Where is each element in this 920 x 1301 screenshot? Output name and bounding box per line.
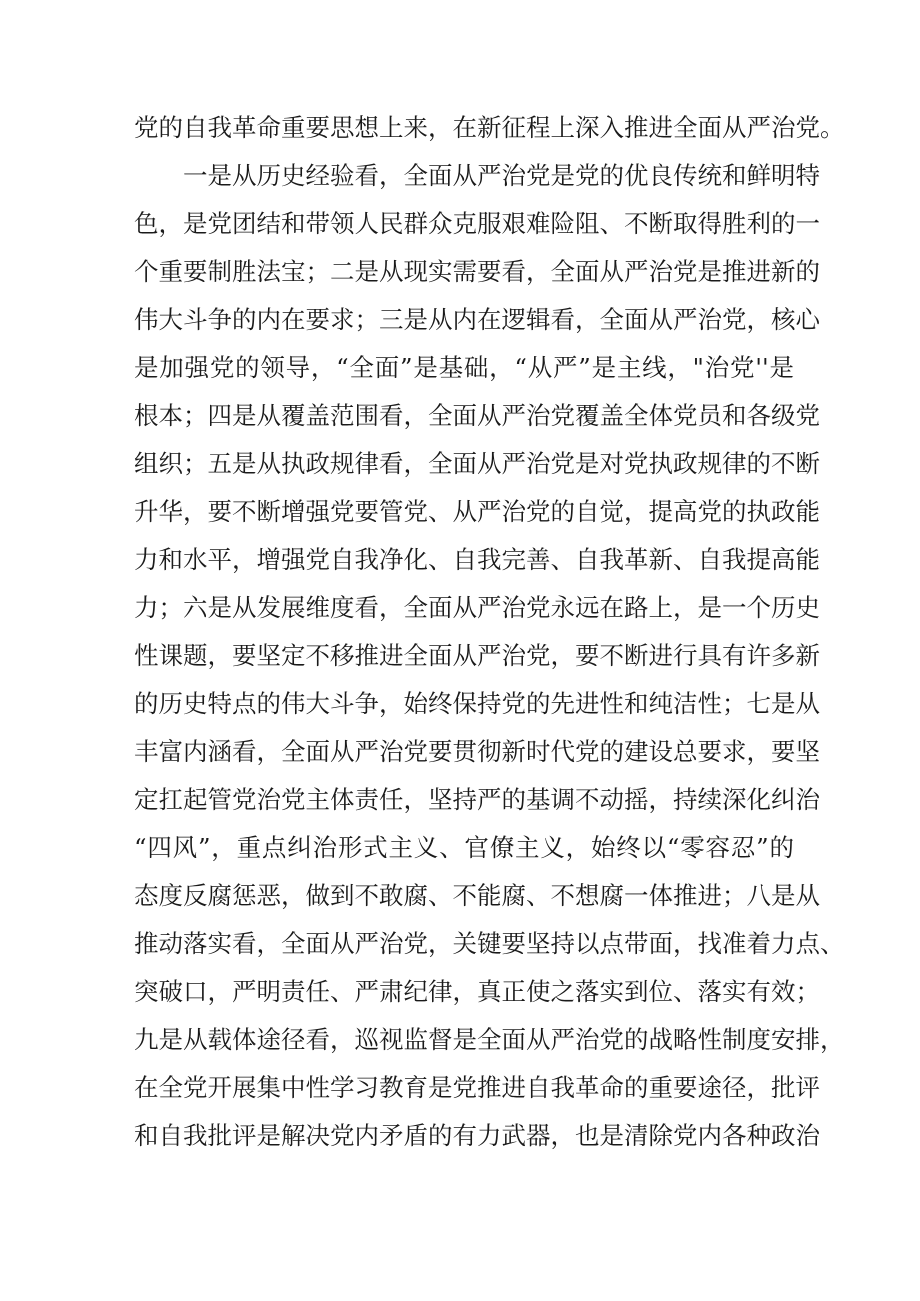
text-line-3: 色，是党团结和带领人民群众克服艰难险阻、不断取得胜利的一	[134, 209, 820, 238]
text-line-14: 丰富内涵看，全面从严治党要贯彻新时代党的建设总要求，要坚	[134, 737, 820, 766]
text-line-8: 组织；五是从执政规律看，全面从严治党是对党执政规律的不断	[134, 449, 820, 478]
text-line-5: 伟大斗争的内在要求；三是从内在逻辑看，全面从严治党，核心	[134, 305, 820, 334]
text-line-1: 党的自我革命重要思想上来，在新征程上深入推进全面从严治党。	[134, 113, 845, 142]
text-line-21: 在全党开展集中性学习教育是党推进自我革命的重要途径，批评	[134, 1073, 820, 1102]
text-line-2: 一是从历史经验看，全面从严治党是党的优良传统和鲜明特	[183, 161, 820, 190]
text-line-7: 根本；四是从覆盖范围看，全面从严治党覆盖全体党员和各级党	[134, 401, 820, 430]
text-line-6: 是加强党的领导，“全面”是基础，“从严”是主线，"治党''是	[134, 353, 794, 382]
text-line-12: 性课题，要坚定不移推进全面从严治党，要不断进行具有许多新	[134, 641, 820, 670]
text-line-17: 态度反腐惩恶，做到不敢腐、不能腐、不想腐一体推进；八是从	[134, 881, 820, 910]
text-line-15: 定扛起管党治党主体责任，坚持严的基调不动摇，持续深化纠治	[134, 785, 820, 814]
text-line-19: 突破口，严明责任、严肃纪律，真正使之落实到位、落实有效；	[134, 977, 820, 1006]
text-line-4: 个重要制胜法宝；二是从现实需要看，全面从严治党是推进新的	[134, 257, 820, 286]
text-line-20: 九是从载体途径看，巡视监督是全面从严治党的战略性制度安排，	[134, 1025, 845, 1054]
text-line-18: 推动落实看，全面从严治党，关键要坚持以点带面，找准着力点、	[134, 929, 845, 958]
text-line-16: “四风”，重点纠治形式主义、官僚主义，始终以“零容忍”的	[134, 833, 794, 862]
text-line-13: 的历史特点的伟大斗争，始终保持党的先进性和纯洁性；七是从	[134, 689, 820, 718]
text-line-22: 和自我批评是解决党内矛盾的有力武器，也是清除党内各种政治	[134, 1121, 820, 1150]
text-line-9: 升华，要不断增强党要管党、从严治党的自觉，提高党的执政能	[134, 497, 820, 526]
text-line-11: 力；六是从发展维度看，全面从严治党永远在路上，是一个历史	[134, 593, 820, 622]
text-line-10: 力和水平，增强党自我净化、自我完善、自我革新、自我提高能	[134, 545, 820, 574]
